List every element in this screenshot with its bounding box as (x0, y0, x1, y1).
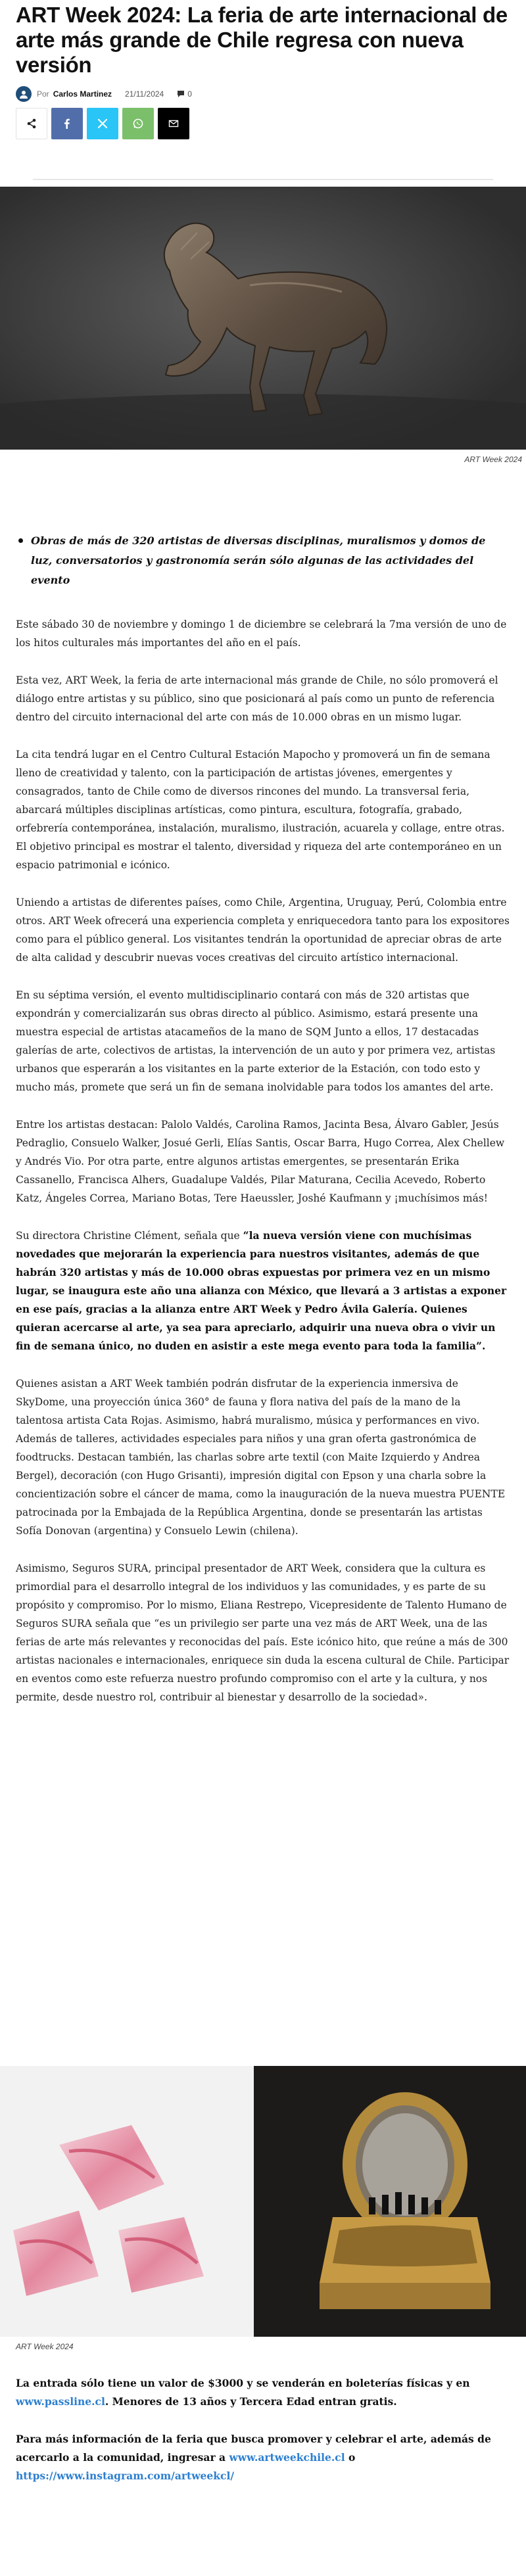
glass-sculptures-image (0, 2066, 254, 2337)
bullet-dot (18, 538, 23, 543)
paragraph: La cita tendrá lugar en el Centro Cultural Estación Mapocho y promoverá un fin de semana lleno de creatividad y talento, con la participación de artistas jóvenes, emergentes y consagrados, tanto de Chile como de diversos rincones del mundo. La transversal feria, abarcará múltiples disciplinas artísticas, como pintura, escultura, fotografía, grabado, orfebrería contemporánea, instalación, muralismo, ilustración, acuarela y collage, entre otras. El objetivo principal es mostrar el talento, diversidad y riqueza del arte contemporáneo en un espacio patrimonial e icónico. (16, 749, 505, 871)
share-bar (16, 108, 510, 139)
tickets-paragraph (16, 2374, 510, 2411)
comments-count[interactable] (177, 89, 192, 99)
paragraph: Esta vez, ART Week, la feria de arte internacional más grande de Chile, no sólo promoverá el diálogo entre artistas y su público, sino que posicionará al país como un punto de referencia dentro del circuito internacional del arte con más de 10.000 obras en un mismo lugar. (16, 674, 498, 723)
image-gallery (0, 2066, 526, 2337)
info-mid: o (345, 2451, 356, 2464)
article-title: ART Week 2024: La feria de arte internacional de arte más grande de Chile regresa con nueva versión (16, 3, 508, 77)
user-icon (19, 89, 28, 99)
share-icon (26, 118, 37, 129)
gallery-caption: ART Week 2024 (16, 2342, 74, 2351)
paragraph: Este sábado 30 de noviembre y domingo 1 de diciembre se celebrará la 7ma versión de uno de los hitos culturales más importantes del año en el país. (16, 619, 507, 649)
publish-date: 21/11/2024 (125, 89, 164, 99)
hero-image (0, 187, 526, 450)
facebook-share-button[interactable] (51, 108, 83, 139)
info-paragraph (16, 2430, 510, 2485)
paragraph: Quienes asistan a ART Week también podrán disfrutar de la experiencia inmersiva de SkyDome, una proyección única 360° de fauna y flora nativa del país de la mano de la talentosa artista Cata Rojas. Asimismo, habrá muralismo, música y performances en vivo. Además de talleres, actividades especiales para niños y una gran oferta gastronómica de foodtrucks. Destacan también, las charlas sobre arte textil (con Maite Izquierdo y Andrea Bergel), decoración (con Hugo Grisanti), impresión digital con Epson y una charla sobre la concientización sobre el cáncer de mama, como la inauguración de la nueva muestra PUENTE patrocinada por la Embajada de la República Argentina, donde se presentarán las artistas Sofía Donovan (argentina) y Consuelo Lewin (chilena). (16, 1378, 506, 1537)
by-label: Por (37, 89, 49, 99)
facebook-icon (61, 118, 73, 129)
horse-sculpture-image (0, 187, 526, 450)
quote-intro: Su directora Christine Clément, señala que (16, 1230, 243, 1242)
paragraph: Uniendo a artistas de diferentes países, como Chile, Argentina, Uruguay, Perú, Colombia entre otros. ART Week ofrecerá una experiencia completa y enriquecedora tanto para los expositores como para el público general. Los visitantes tendrán la oportunidad de apreciar obras de arte de alta calidad y descubrir nuevas voces creativas del circuito artístico internacional. (16, 897, 510, 964)
paragraph: Asimismo, Seguros SURA, principal presentador de ART Week, considera que la cultura es primordial para el desarrollo integral de los individuos y las comunidades, y es parte de su propósito y compromiso. Por lo mismo, Eliana Restrepo, Vicepresidente de Talento Humano de Seguros SURA señala que “es un privilegio ser parte una vez más de ART Week, una de las ferias de arte más relevantes y reconocidas del país. Este icónico hito, que reúne a más de 300 artistas nacionales e internacionales, enriquece sin duda la escena cultural de Chile. Participar en eventos como este refuerza nuestro profundo compromiso con el arte y la cultura, y nos permite, desde nuestro rol, contribuir al bienestar y desarrollo de la sociedad». (16, 1562, 510, 1703)
comment-icon (177, 90, 185, 98)
tickets-text: La entrada sólo tiene un valor de $3000 y se venderán en boleterías físicas y en (16, 2377, 470, 2389)
author-avatar[interactable] (16, 86, 32, 102)
paragraph: En su séptima versión, el evento multidisciplinario contará con más de 320 artistas que expondrán y comercializarán sus obras directo al público. Asimismo, estará presente una muestra especial de artistas atacameños de la mano de SQM Junto a ellos, 17 destacadas galerías de arte, colectivos de artistas, la intervención de un auto y por primera vez, artistas urbanos que esperarán a los visitantes en la parte exterior de la Estación, con todo esto y mucho más, promete que será un fin de semana inolvidable para todos los amantes del arte. (16, 989, 496, 1093)
chess-box-image (254, 2066, 526, 2337)
comment-count-value: 0 (187, 89, 192, 99)
closing-info (16, 2374, 510, 2504)
twitter-share-button[interactable] (87, 108, 118, 139)
instagram-link[interactable]: https://www.instagram.com/artweekcl/ (16, 2470, 234, 2482)
info-text: Para más información de la feria que busca promover y celebrar el arte, además de acercarlo a la comunidad, ingresar a (16, 2433, 491, 2464)
passline-link[interactable]: www.passline.cl (16, 2395, 105, 2408)
chess-box-illustration (254, 2066, 526, 2337)
article-meta (16, 85, 510, 103)
share-button[interactable] (16, 108, 47, 139)
paragraph: Entre los artistas destacan: Palolo Valdés, Carolina Ramos, Jacinta Besa, Álvaro Gabler, Jesús Pedraglio, Consuelo Walker, Josué Gerli, Elías Santis, Oscar Barra, Hugo Correa, Alex Chellew y Andrés Vio. Por otra parte, entre algunos artistas emergentes, se presentarán Erika Cassanello, Francisca Alhers, Guadalupe Valdés, Pilar Maturana, Cecilia Acevedo, Roberto Katz, Ángeles Correa, Mariano Botas, Tere Haeussler, Joshé Kaufmann y ¡muchísimos más! (16, 1119, 505, 1204)
header-divider (33, 179, 493, 180)
whatsapp-share-button[interactable] (122, 108, 154, 139)
glass-pieces-illustration (0, 2066, 254, 2337)
article-body (16, 531, 510, 1725)
director-quote: “la nueva versión viene con muchísimas novedades que mejorarán la experiencia para nuestros visitantes, además de que habrán 320 artistas y más de 10.000 obras expuestas por primera vez en un mismo lugar, se inaugura este año una alianza con México, que llevará a 3 artistas a exponer en ese país, gracias a la alianza entre ART Week y Pedro Ávila Galería. Quienes quieran acercarse al arte, ya sea para apreciarlo, adquirir una nueva obra o vivir un fin de semana único, no duden en asistir a este mega evento para toda la familia”. (16, 1229, 507, 1352)
director-quote-paragraph (16, 1227, 510, 1355)
article-header (0, 0, 526, 180)
hero-caption: ART Week 2024 (464, 455, 522, 464)
artweek-website-link[interactable]: www.artweekchile.cl (229, 2451, 345, 2464)
author-name[interactable]: Carlos Martinez (53, 89, 112, 99)
highlight-bullet (16, 531, 510, 590)
x-icon (97, 118, 108, 129)
highlight-text: Obras de más de 320 artistas de diversas disciplinas, muralismos y domos de luz, conversatorios y gastronomía serán sólo algunas de las actividades del evento (31, 534, 486, 586)
whatsapp-icon (132, 118, 144, 129)
mail-icon (168, 118, 179, 129)
tickets-tail: . Menores de 13 años y Tercera Edad entran gratis. (105, 2395, 397, 2408)
email-share-button[interactable] (158, 108, 189, 139)
